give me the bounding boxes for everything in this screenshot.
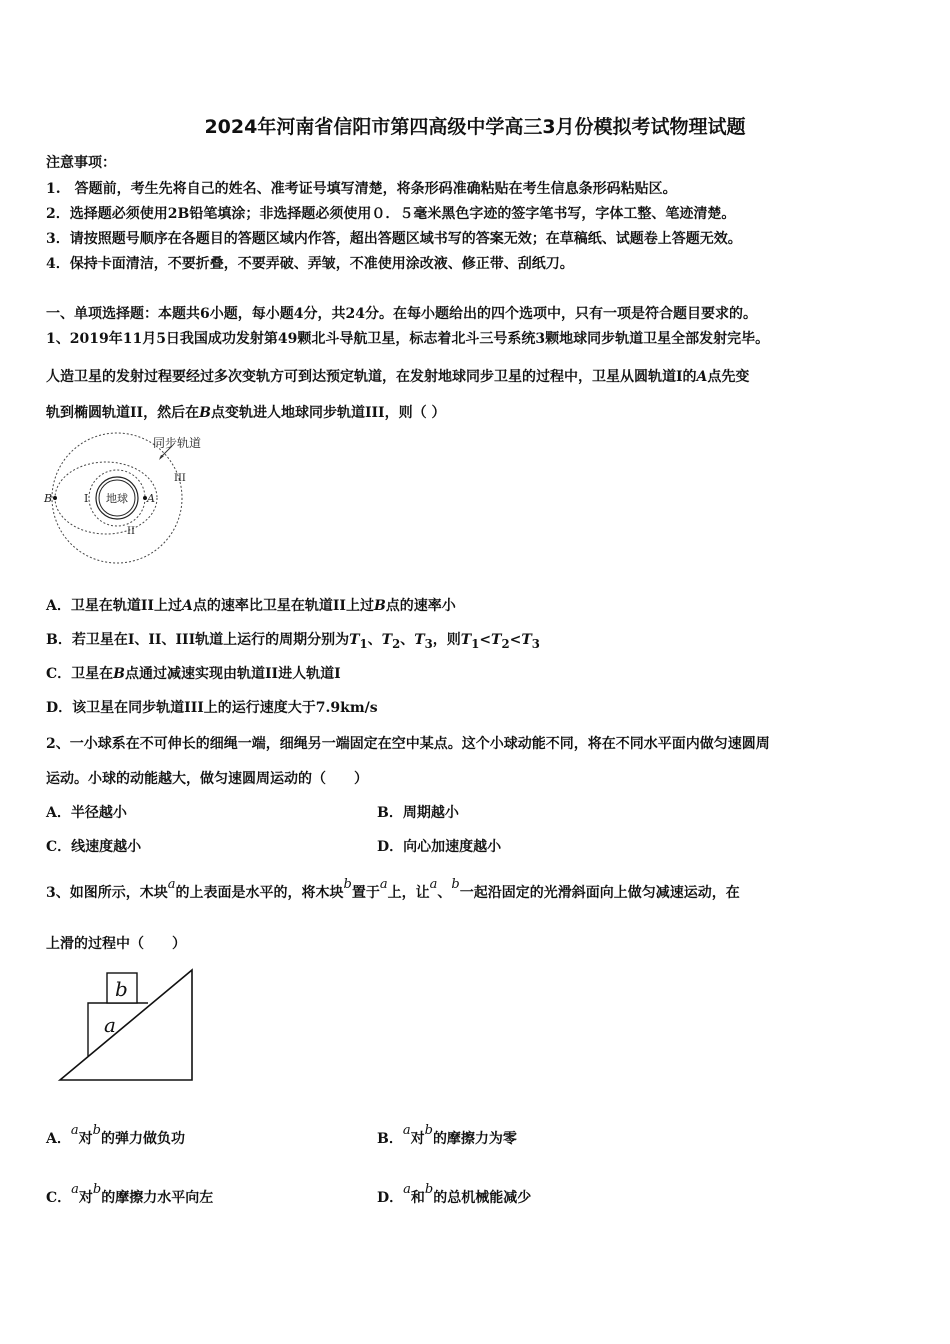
- incline-diagram: [50, 962, 200, 1084]
- page-title: 2024年河南省信阳市第四高级中学高三3月份模拟考试物理试题: [204, 116, 746, 138]
- q1-option-d: D．该卫星在同步轨道III上的运行速度大于7.9km/s: [46, 700, 378, 716]
- q3-option-d: D．a和b的总机械能减少: [377, 1182, 532, 1206]
- notice-item-4: 4．保持卡面清洁，不要折叠，不要弄破、弄皱，不准使用涂改液、修正带、刮纸刀。: [46, 256, 574, 272]
- block-b-label: b: [115, 977, 128, 1001]
- q3-option-a: A．a对b的弹力做负功: [46, 1123, 185, 1147]
- q2-option-a: A．半径越小: [46, 805, 127, 821]
- orbit-diagram: [40, 430, 230, 580]
- q1-option-a: A．卫星在轨道II上过A点的速率比卫星在轨道II上过B点的速率小: [46, 598, 456, 614]
- q1-option-b: B．若卫星在I、II、III轨道上运行的周期分别为$T_1$、$T_2$、$T_3$，则$T_1<T_2<T_3$: [46, 632, 540, 651]
- point-B: [53, 496, 57, 500]
- notice-item-3: 3．请按照题号顺序在各题目的答题区域内作答，超出答题区域书写的答案无效；在草稿纸、试题卷上答题无效。: [46, 231, 742, 247]
- block-a-label: a: [104, 1013, 116, 1037]
- q2-option-d: D．向心加速度越小: [377, 839, 502, 855]
- q3-line-1: 3、如图所示，木块a的上表面是水平的，将木块b置于a上，让a、b一起沿固定的光滑斜面向上做匀减速运动，在: [46, 877, 740, 901]
- orbit-I-label: I: [84, 492, 89, 505]
- q2-line-2: 运动。小球的动能越大，做匀速圆周运动的（ ）: [46, 771, 368, 787]
- orbit-II-label: II: [127, 526, 135, 537]
- q1-line-1: 1、2019年11月5日我国成功发射第49颗北斗导航卫星，标志着北斗三号系统3颗地球同步轨道卫星全部发射完毕。: [46, 331, 770, 347]
- q1-line-3: 轨到椭圆轨道II，然后在B点变轨进人地球同步轨道III，则（ ）: [46, 405, 446, 421]
- earth-label: 地球: [106, 492, 128, 505]
- point-B-label: B: [44, 492, 53, 505]
- q2-option-b: B．周期越小: [377, 805, 459, 821]
- block-a: [88, 1003, 148, 1056]
- sync-arrowhead: [159, 455, 164, 460]
- q3-line-2: 上滑的过程中（ ）: [46, 936, 186, 952]
- notice-heading: 注意事项：: [46, 155, 116, 171]
- q2-option-c: C．线速度越小: [46, 839, 142, 855]
- orbit-III-label: III: [174, 473, 186, 484]
- section-heading: 一、单项选择题：本题共6小题，每小题4分，共24分。在每小题给出的四个选项中，只有一项是符合题目要求的。: [46, 306, 757, 322]
- notice-item-2: 2．选择题必须使用2B铅笔填涂；非选择题必须使用０．５毫米黑色字迹的签字笔书写，字体工整、笔迹清楚。: [46, 206, 736, 222]
- q2-line-1: 2、一小球系在不可伸长的细绳一端，细绳另一端固定在空中某点。这个小球动能不同，将在不同水平面内做匀速圆周: [46, 736, 770, 752]
- q3-option-c: C．a对b的摩擦力水平向左: [46, 1182, 214, 1206]
- q1-option-c: C．卫星在B点通过减速实现由轨道II进人轨道I: [46, 666, 341, 682]
- q3-option-b: B．a对b的摩擦力为零: [377, 1123, 517, 1147]
- sync-orbit-label: 同步轨道: [153, 436, 202, 450]
- notice-item-1: 1. 答题前，考生先将自己的姓名、准考证号填写清楚，将条形码准确粘贴在考生信息条形码粘贴区。: [46, 181, 677, 197]
- point-A-label: A: [147, 492, 155, 505]
- q1-line-2: 人造卫星的发射过程要经过多次变轨方可到达预定轨道，在发射地球同步卫星的过程中，卫星从圆轨道I的A点先变: [46, 369, 750, 385]
